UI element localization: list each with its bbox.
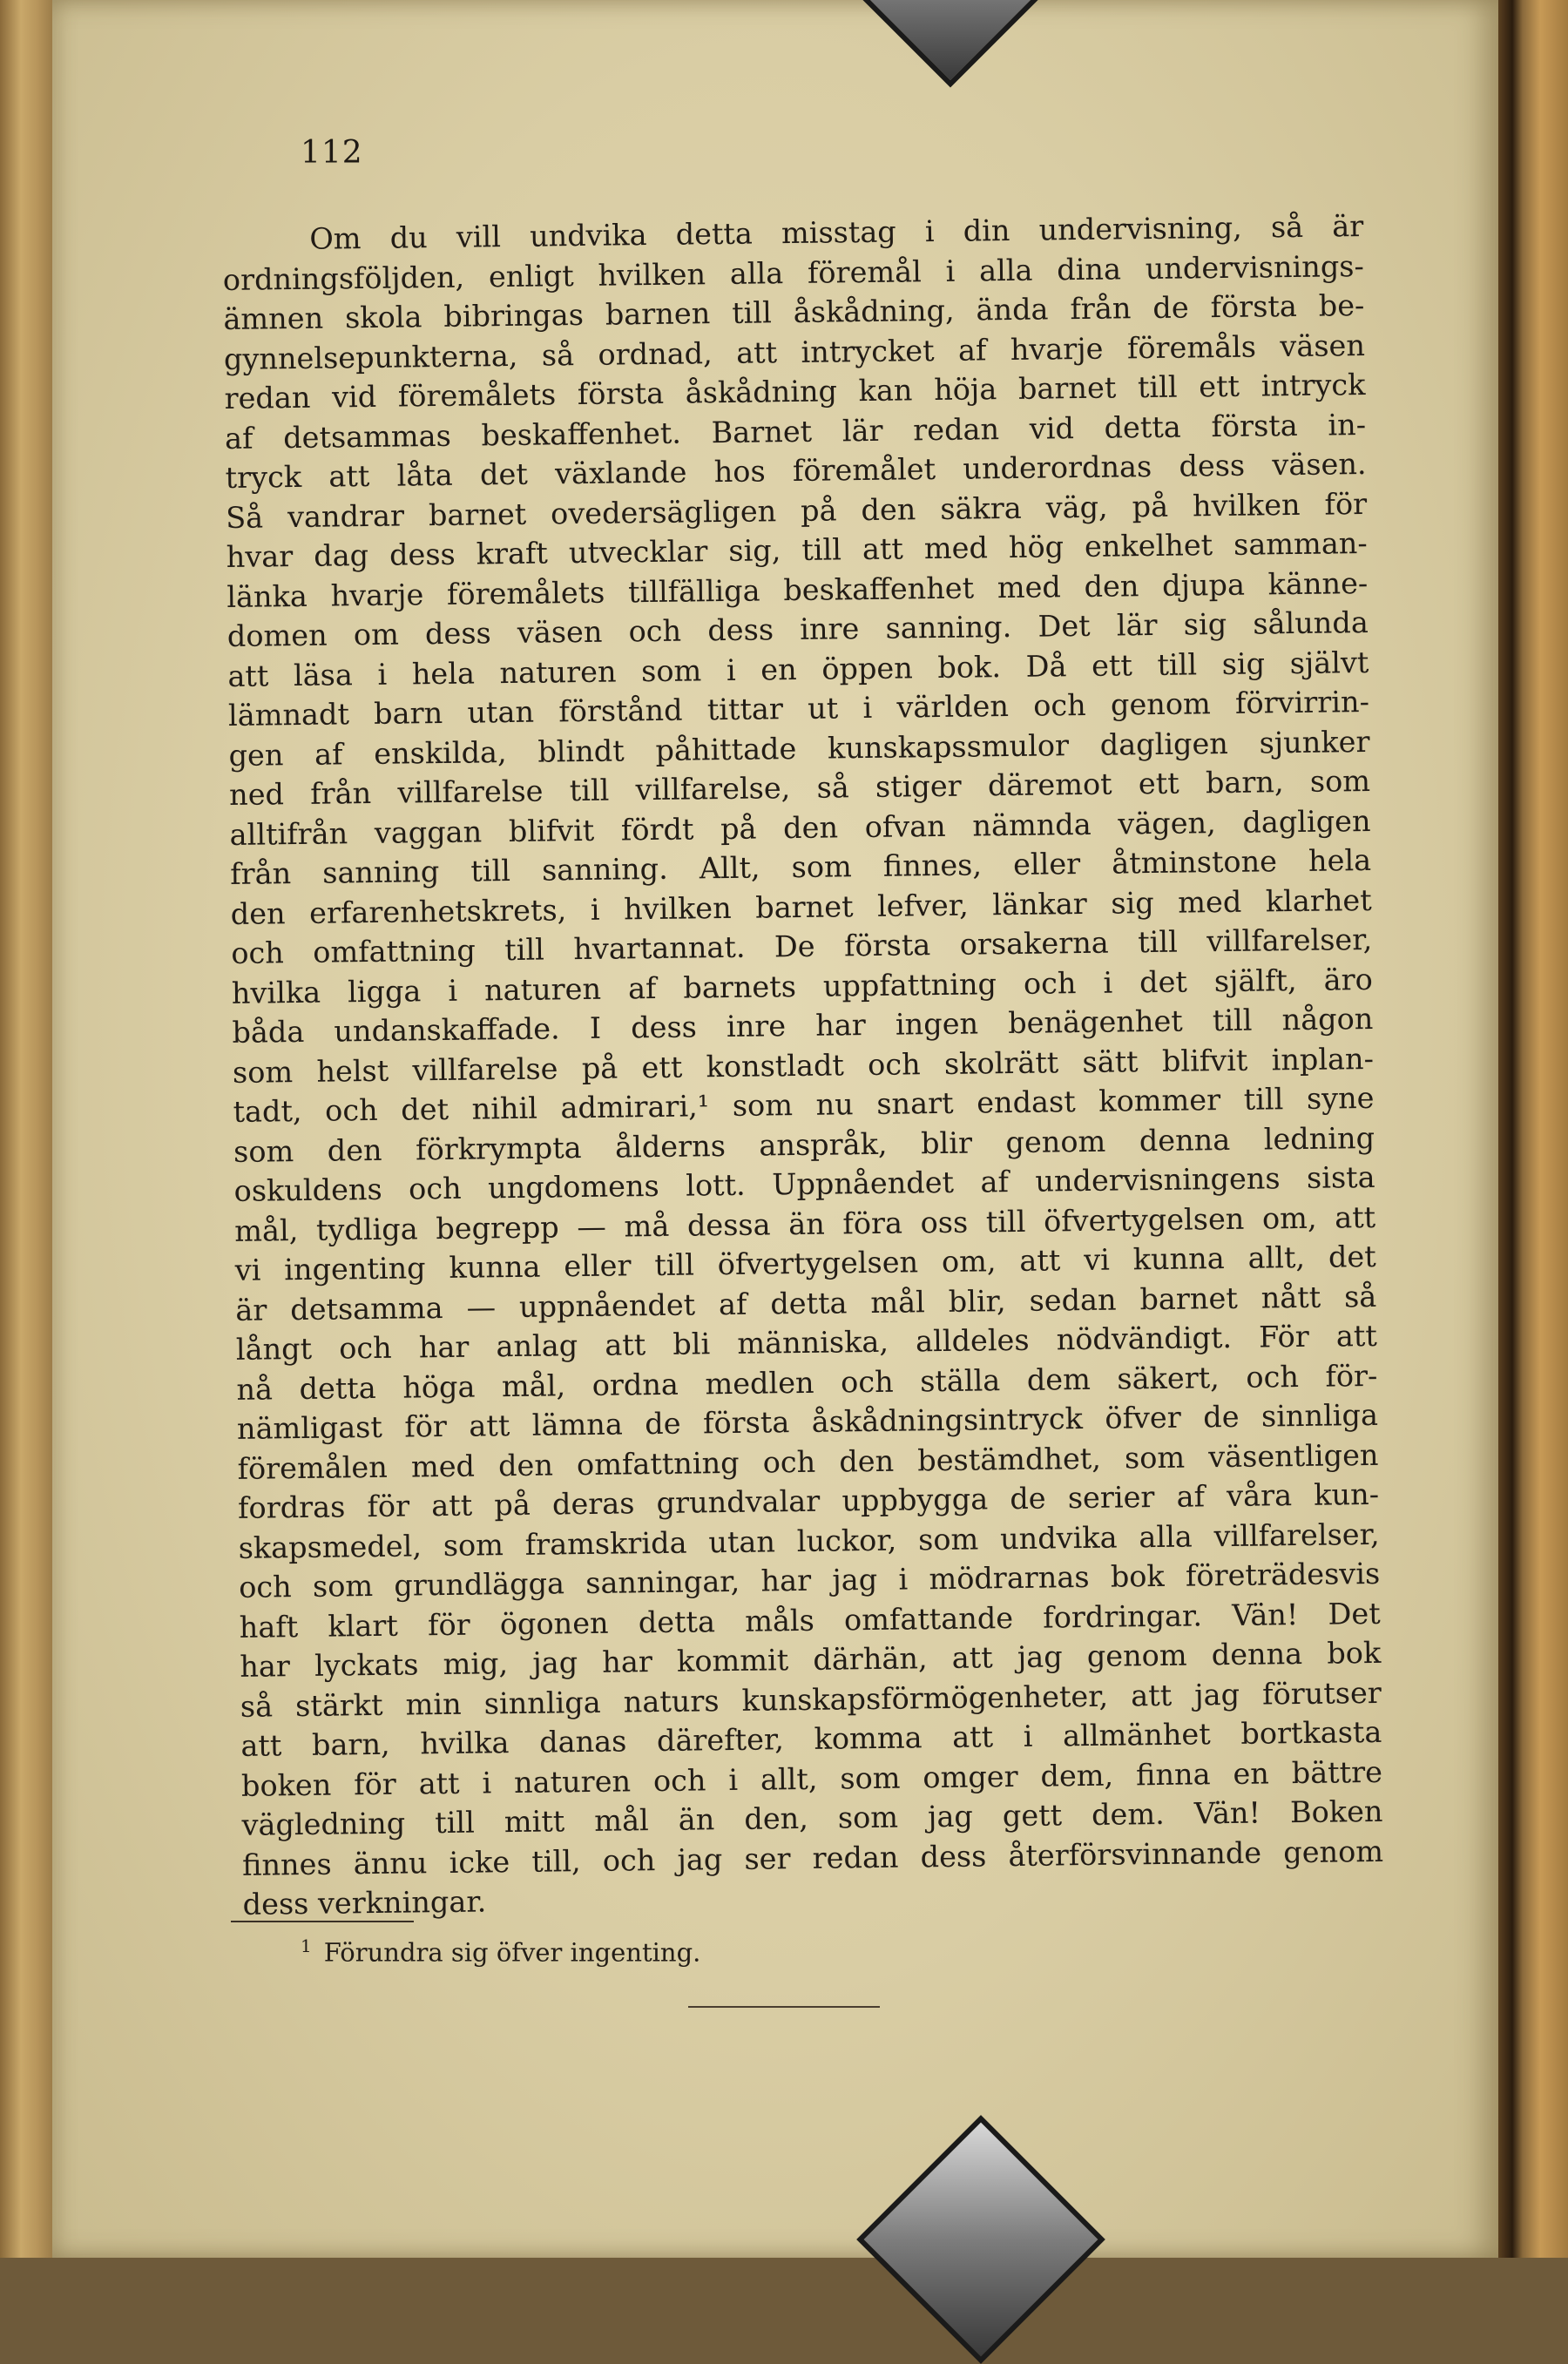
text-line: hvilka ligga i naturen af barnets uppfattning och i det själft, äro	[231, 962, 1374, 1010]
text-line: långt och har anlag att bli människa, alldeles nödvändigt. För att	[235, 1318, 1378, 1367]
text-line: af detsammas beskaffenhet. Barnet lär redan vid detta första in-	[224, 407, 1367, 456]
text-line: båda undanskaffade. I dess inre har ingen benägenhet till någon	[232, 1001, 1374, 1050]
text-line: vi ingenting kunna eller till öfvertygelsen om, att vi kunna allt, det	[234, 1239, 1376, 1287]
text-line: oskuldens och ungdomens lott. Uppnåendet af undervisningens sista	[233, 1159, 1375, 1208]
text-line: föremålen med den omfattning och den bestämdhet, som väsentligen	[237, 1437, 1379, 1486]
text-line: mål, tydliga begrepp — må dessa än föra oss till öfvertygelsen om, att	[233, 1199, 1376, 1248]
text-line: dess verkningar.	[242, 1884, 487, 1922]
text-line: att läsa i hela naturen som i en öppen bok. Då ett till sig självt	[227, 645, 1369, 693]
text-line: som den förkrympta ålderns anspråk, blir genom denna ledning	[233, 1120, 1375, 1169]
end-divider	[688, 2006, 880, 2008]
text-line: haft klart för ögonen detta måls omfattande fordringar. Vän! Det	[239, 1596, 1381, 1645]
text-line: lämnadt barn utan förstånd tittar ut i världen och genom förvirrin-	[227, 684, 1370, 733]
text-line: och som grundlägga sanningar, har jag i mödrarnas bok företrädesvis	[238, 1556, 1381, 1604]
footnote-text: Förundra sig öfver ingenting.	[323, 1937, 701, 1968]
footnote-marker: 1	[301, 1935, 312, 1956]
text-line: ordningsföljden, enligt hvilken alla föremål i alla dina undervisnings-	[222, 248, 1365, 297]
text-line: tryck att låta det växlande hos föremålet underordnas dess väsen.	[225, 446, 1367, 495]
text-line: är detsamma — uppnåendet af detta mål blir, sedan barnet nått så	[235, 1279, 1377, 1327]
book-page-edge	[1498, 0, 1568, 2258]
text-line: så stärkt min sinnliga naturs kunskapsförmögenheter, att jag förutser	[240, 1675, 1382, 1724]
text-line: tadt, och det nihil admirari,¹ som nu snart endast kommer till syne	[233, 1080, 1375, 1129]
text-line: som helst villfarelse på ett konstladt och skolrätt sätt blifvit inplan-	[232, 1041, 1375, 1090]
text-line: den erfarenhetskrets, i hvilken barnet lefver, länkar sig med klarhet	[230, 882, 1372, 931]
text-line: gen af enskilda, blindt påhittade kunskapssmulor dagligen sjunker	[228, 724, 1370, 773]
text-line: nå detta höga mål, ordna medlen och ställa dem säkert, och för-	[236, 1358, 1378, 1407]
text-line: Om du vill undvika detta misstag i din undervisning, så är	[309, 208, 1364, 256]
footnote	[301, 1935, 700, 1968]
text-line: länka hvarje föremålets tillfälliga beskaffenhet med den djupa känne-	[226, 565, 1369, 614]
text-line: nämligast för att lämna de första åskådningsintryck öfver de sinnliga	[236, 1397, 1379, 1446]
footnote-divider	[231, 1921, 414, 1922]
body-text	[222, 206, 1384, 1924]
text-line: att barn, hvilka danas därefter, komma att i allmänhet bortkasta	[240, 1714, 1382, 1763]
text-line: ned från villfarelse till villfarelse, så stiger däremot ett barn, som	[228, 763, 1371, 812]
text-line: alltifrån vaggan blifvit fördt på den ofvan nämnda vägen, dagligen	[229, 803, 1371, 852]
text-line: gynnelsepunkterna, så ordnad, att intrycket af hvarje föremåls väsen	[223, 328, 1366, 376]
text-line: domen om dess väsen och dess inre sanning. Det lär sig sålunda	[226, 605, 1369, 653]
text-line: boken för att i naturen och i allt, som omger dem, finna en bättre	[240, 1754, 1383, 1803]
text-line: redan vid föremålets första åskådning kan höja barnet till ett intryck	[224, 367, 1366, 415]
page-number: 112	[301, 135, 363, 171]
text-line: finnes ännu icke till, och jag ser redan dess återförsvinnande genom	[241, 1834, 1384, 1882]
text-line: hvar dag dess kraft utvecklar sig, till att med hög enkelhet samman-	[226, 525, 1368, 574]
text-line: vägledning till mitt mål än den, som jag gett dem. Vän! Boken	[241, 1793, 1383, 1842]
text-line: och omfattning till hvartannat. De första orsakerna till villfarelser,	[231, 922, 1373, 970]
book-binding-left	[0, 0, 52, 2258]
text-line: fordras för att på deras grundvalar uppbygga de serier af våra kun-	[237, 1476, 1380, 1525]
text-line: Så vandrar barnet ovedersägligen på den säkra väg, på hvilken för	[225, 486, 1368, 535]
text-line: ämnen skola bibringas barnen till åskådning, ända från de första be-	[223, 287, 1365, 336]
text-line: har lyckats mig, jag har kommit därhän, att jag genom denna bok	[240, 1635, 1382, 1684]
text-line: från sanning till sanning. Allt, som finnes, eller åtminstone hela	[229, 842, 1372, 891]
text-line: skapsmedel, som framskrida utan luckor, som undvika alla villfarelser,	[238, 1516, 1380, 1565]
